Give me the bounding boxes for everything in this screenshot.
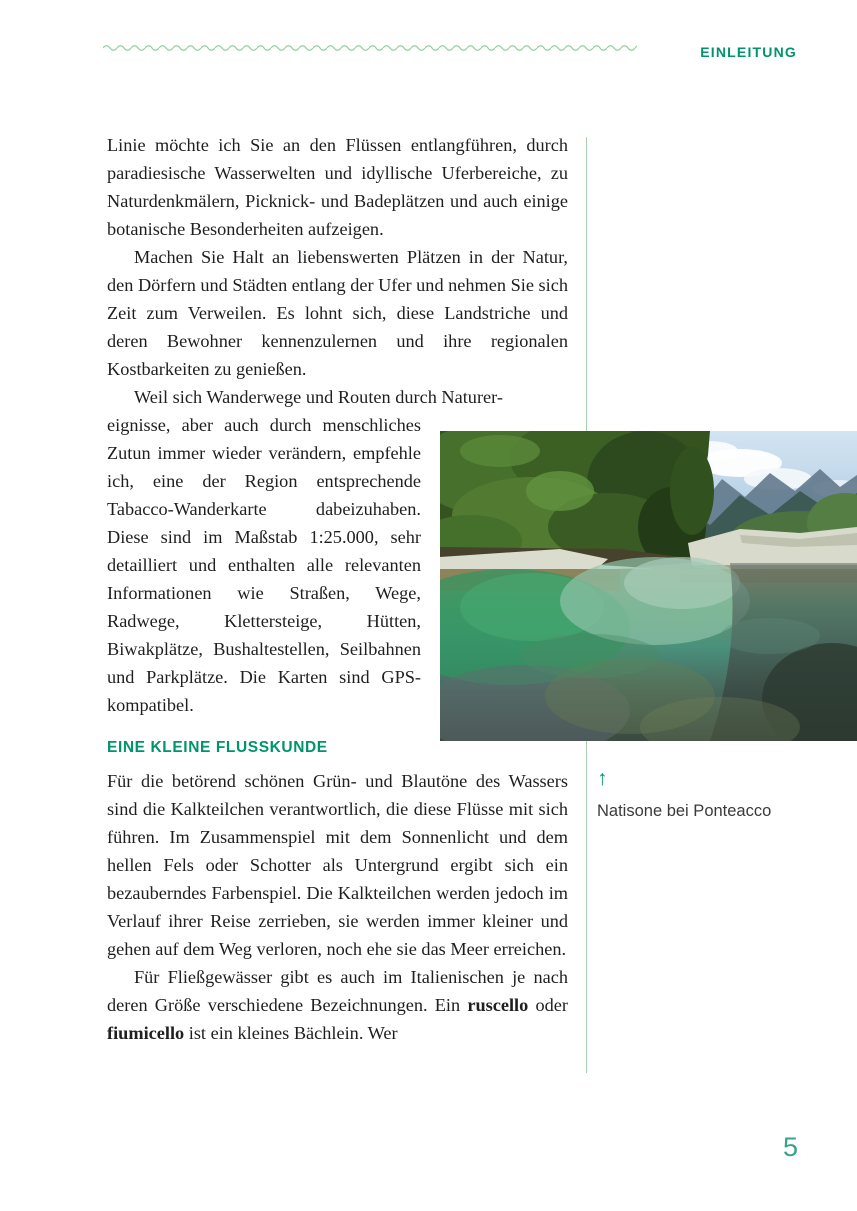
figure-caption-block [597,768,771,821]
paragraph-2: Machen Sie Halt an liebenswerten Plätzen in der Natur, den Dörfern und Städten entlang der Ufer und nehmen Sie sich Zeit zum Verweilen. Es lohnt sich, diese Landstriche und deren Bewohner kennenzulernen und ihre regionalen Kostbarkeiten zu genießen. [107,247,568,379]
section-kicker: EINLEITUNG [700,44,797,60]
paragraph-4: Für die betörend schönen Grün- und Blautöne des Wassers sind die Kalkteilchen verantwortlich, die diese Flüsse mit sich führen. Im Zusammenspiel mit dem Sonnenlicht und dem hellen Fels oder Schotter als Untergrund ergibt sich ein bezauberndes Farbenspiel. Die Kalkteilchen werden jedoch im Verlauf ihrer Reise zerrieben, sie werden immer kleiner und gehen auf dem Weg verloren, noch ehe sie das Meer erreichen. [107,771,568,959]
paragraph-5-text: Für Fließgewässer gibt es auch im Italienischen je nach deren Größe verschiedene Bezeichnungen. Ein [107,967,568,1015]
paragraph-3-wrapped: eignisse, aber auch durch menschliches Zutun immer wieder verändern, empfehle ich, eine der Region entsprechende Tabacco-Wanderkarte dabeizuhaben. Diese sind im Maßstab 1:25.000, sehr detailliert und enthalten alle relevanten Informationen wie Straßen, Wege, Radwege, Klettersteige, Hütten, Biwakplätze, Bushaltestellen, Seilbahnen und Parkplätze. Die Karten sind GPS-kompatibel. [107,415,421,715]
paragraph-5-text: oder [528,995,568,1015]
italian-term-fiumicello: fiumicello [107,1023,185,1043]
section-heading: EINE KLEINE FLUSSKUNDE [107,739,328,756]
paragraph-3-lead: Weil sich Wanderwege und Routen durch Naturer- [134,387,503,407]
figure-caption: Natisone bei Ponteacco [597,802,772,820]
river-photo [440,431,857,741]
arrow-up-icon: ↑ [597,767,608,790]
page-number: 5 [783,1132,799,1162]
paragraph-5-text: ist ein kleines Bächlein. Wer [184,1023,398,1043]
wavy-divider [103,42,637,54]
paragraph-5 [107,963,568,1047]
italian-term-ruscello: ruscello [467,995,529,1015]
paragraph-1: Linie möchte ich Sie an den Flüssen entlangführen, durch paradiesische Wasserwelten und idyllische Uferbereiche, zu Naturdenkmälern, Picknick- und Badeplätzen und auch einige botanische Besonderheiten aufzeigen. [107,135,568,239]
